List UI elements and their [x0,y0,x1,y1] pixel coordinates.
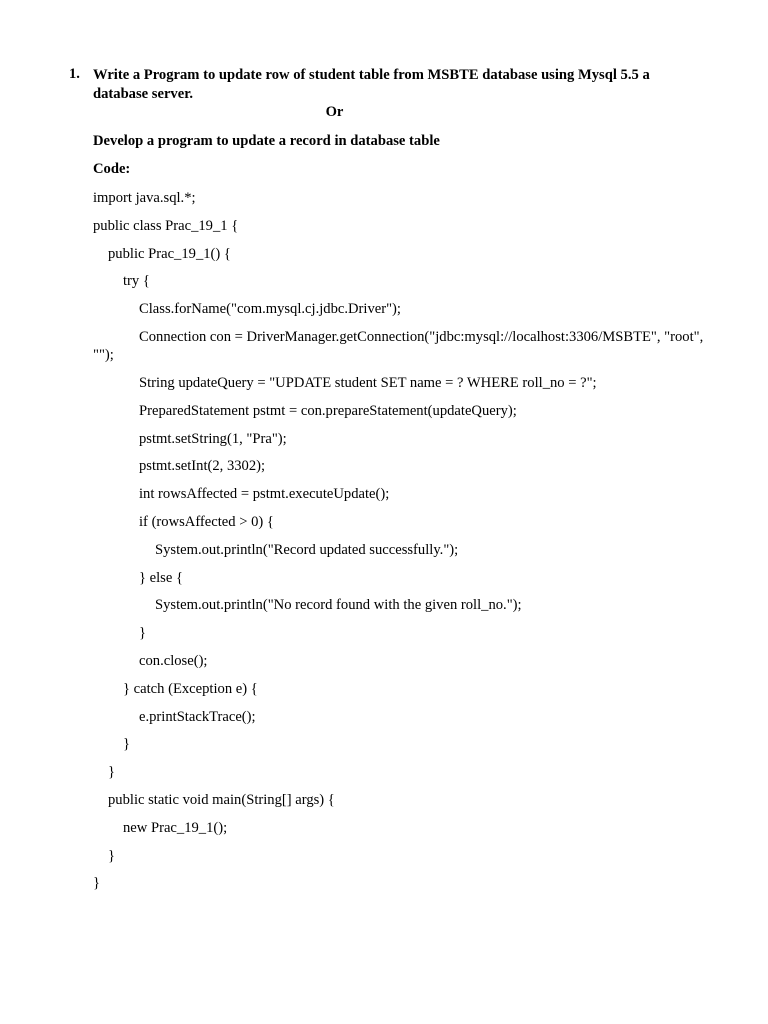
code-line: e.printStackTrace(); [139,708,256,725]
code-line: Connection con = DriverManager.getConnection("jdbc:mysql://localhost:3306/MSBTE", "root", ""); [93,328,707,363]
code-line: } [139,625,147,642]
code-line: System.out.println("No record found with the given roll_no."); [155,597,522,614]
code-line: pstmt.setString(1, "Pra"); [139,430,287,447]
code-line: public class Prac_19_1 { [93,217,239,234]
code-line: try { [123,273,150,290]
question-number: 1. [69,66,80,82]
code-line: String updateQuery = "UPDATE student SET name = ? WHERE roll_no = ?"; [139,374,597,391]
code-line: } catch (Exception e) { [123,680,258,697]
code-line: System.out.println("Record updated successfully."); [155,541,459,558]
code-line: } else { [139,569,183,586]
code-line: } [123,736,131,753]
code-line: con.close(); [139,652,208,669]
question-text: Write a Program to update row of student table from MSBTE database using Mysql 5.5 a database server. [93,67,650,102]
code-line: new Prac_19_1(); [123,819,228,836]
alternate-question: Develop a program to update a record in database table [93,133,440,149]
code-line: if (rowsAffected > 0) { [139,513,274,530]
or-separator: Or [325,104,344,120]
code-line: } [108,847,116,864]
code-line: } [108,764,116,781]
code-line: } [93,875,101,892]
code-line: public Prac_19_1() { [108,245,231,262]
code-line: PreparedStatement pstmt = con.prepareStatement(updateQuery); [139,402,517,419]
code-line: public static void main(String[] args) { [108,791,335,808]
code-line: int rowsAffected = pstmt.executeUpdate(); [139,486,390,503]
code-line: import java.sql.*; [93,190,196,206]
code-line: Class.forName("com.mysql.cj.jdbc.Driver"); [139,301,401,318]
code-label: Code: [93,161,131,177]
code-line: pstmt.setInt(2, 3302); [139,458,266,475]
code-block [93,189,713,902]
